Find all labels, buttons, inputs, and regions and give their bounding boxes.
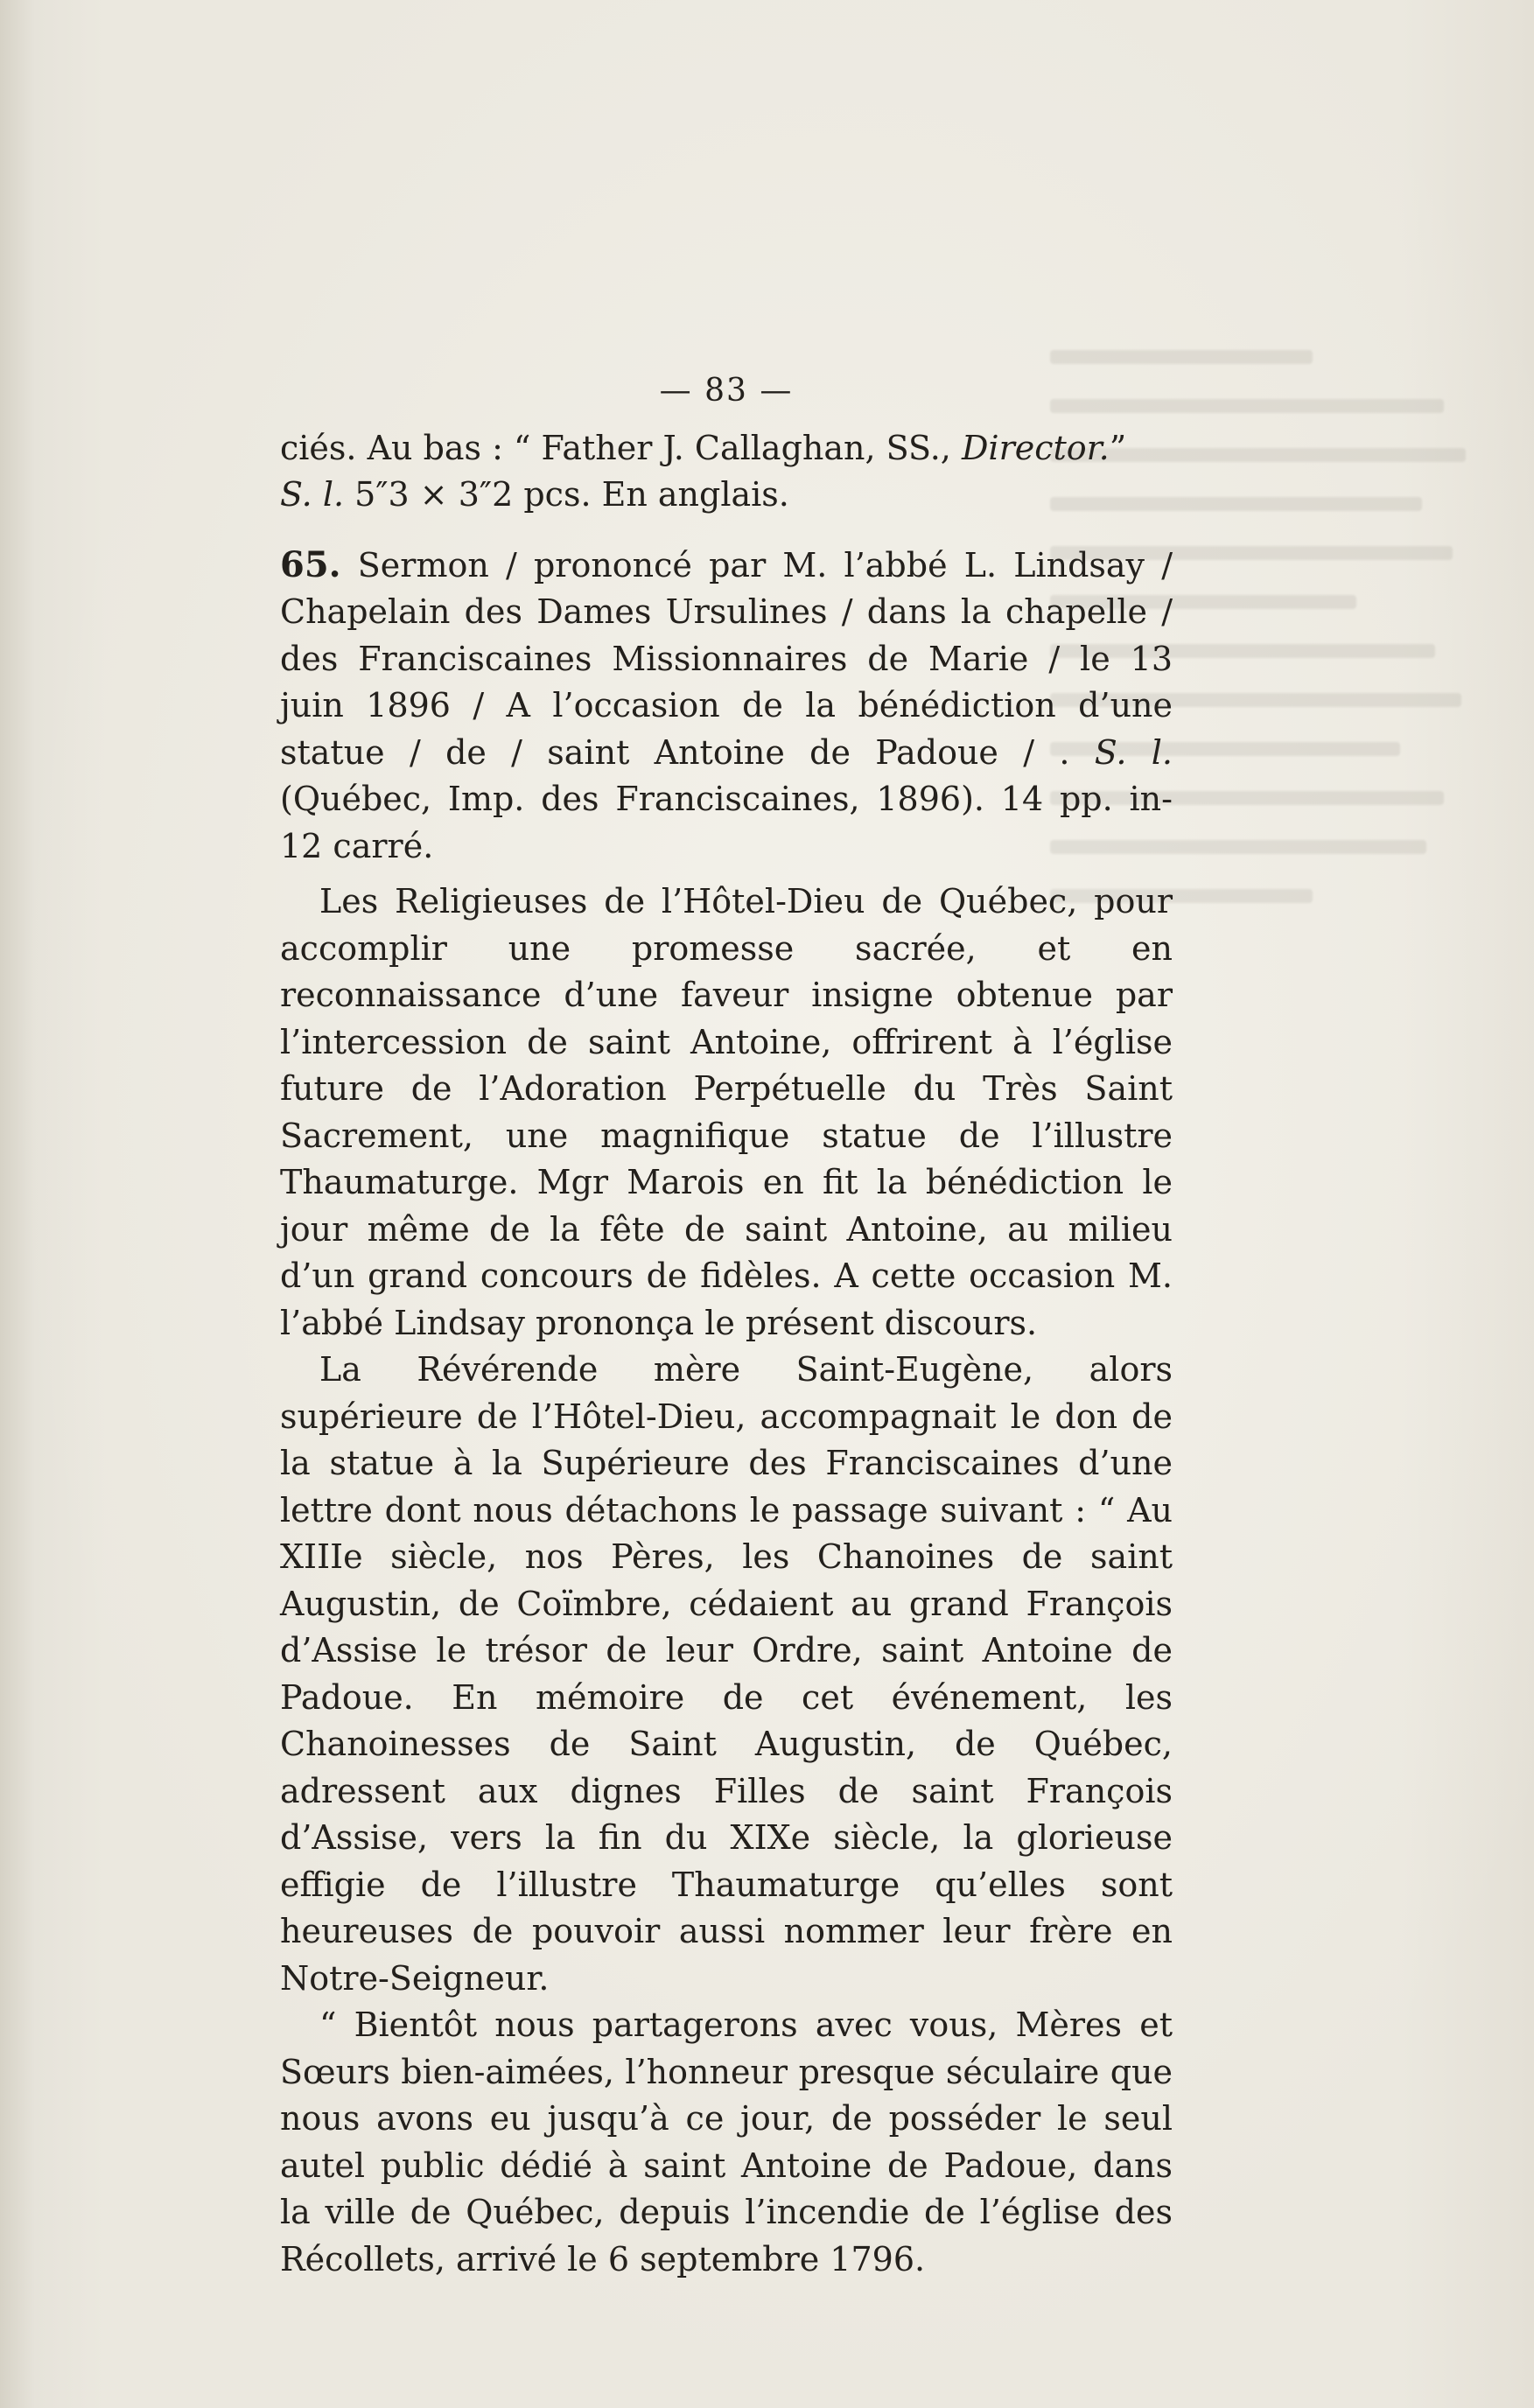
continuation-paragraph (280, 425, 1173, 519)
director-italic: Director. (961, 428, 1110, 467)
closing-quote: ” (1109, 428, 1127, 467)
sans-lieu-italic: S. l. (280, 475, 345, 514)
continuation-line1: ciés. Au bas : “ Father J. Callaghan, SS., (280, 428, 962, 467)
page-number: — 83 — (659, 373, 794, 409)
paragraph-3: “ Bientôt nous partagerons avec vous, Mères et Sœurs bien-aimées, l’honneur presque séculaire que nous avons eu jusqu’à ce jour, de posséder le seul autel public dédié à saint Antoine de Padoue, dans la ville de Québec, depuis l’incendie de l’église des Récollets, arrivé le 6 septembre 1796. (280, 2006, 1173, 2278)
paragraph-1: Les Religieuses de l’Hôtel-Dieu de Québec, pour accomplir une promesse sacrée, et en reconnaissance d’une faveur insigne obtenue par l’intercession de saint Antoine, offrirent à l’église future de l’Adoration Perpétuelle du Très Saint Sacrement, une magnifique statue de l’illustre Thaumaturge. Mgr Marois en fit la bénédiction le jour même de la fête de saint Antoine, au milieu d’un grand concours de fidèles. A cette occasion M. l’abbé Lindsay prononça le présent discours. (280, 882, 1173, 1342)
entry-imprint: (Québec, Imp. des Franciscaines, 1896). 14 pp. in-12 carré. (280, 780, 1173, 865)
entry-place: S. l. (1094, 732, 1173, 772)
page-text (280, 368, 1173, 2283)
continuation-line2: 5″3 × 3″2 pcs. En anglais. (344, 475, 789, 514)
entry-number: 65. (280, 543, 341, 585)
catalog-entry-65 (280, 542, 1173, 871)
paragraph-2: La Révérende mère Saint-Eugène, alors supérieure de l’Hôtel-Dieu, accompagnait le don de la statue à la Supérieure des Franciscaines d’une lettre dont nous détachons le passage suivant : “ Au XIIIe siècle, nos Pères, les Chanoines de saint Augustin, de Coïmbre, cédaient au grand François d’Assise le trésor de leur Ordre, saint Antoine de Padoue. En mémoire de cet événement, les Chanoinesses de Saint Augustin, de Québec, adressent aux dignes Filles de saint François d’Assise, vers la fin du XIXe siècle, la glorieuse effigie de l’illustre Thaumaturge qu’elles sont heureuses de pouvoir aussi nommer leur frère en Notre-Seigneur. (280, 1350, 1173, 1998)
entry-title: Sermon / prononcé par M. l’abbé L. Lindsay / Chapelain des Dames Ursulines / dans la chapelle / des Franciscaines Missionnaires de Marie / le 13 juin 1896 / A l’occasion de la bénédiction d’une statue / de / saint Antoine de Padoue / . (280, 545, 1173, 772)
